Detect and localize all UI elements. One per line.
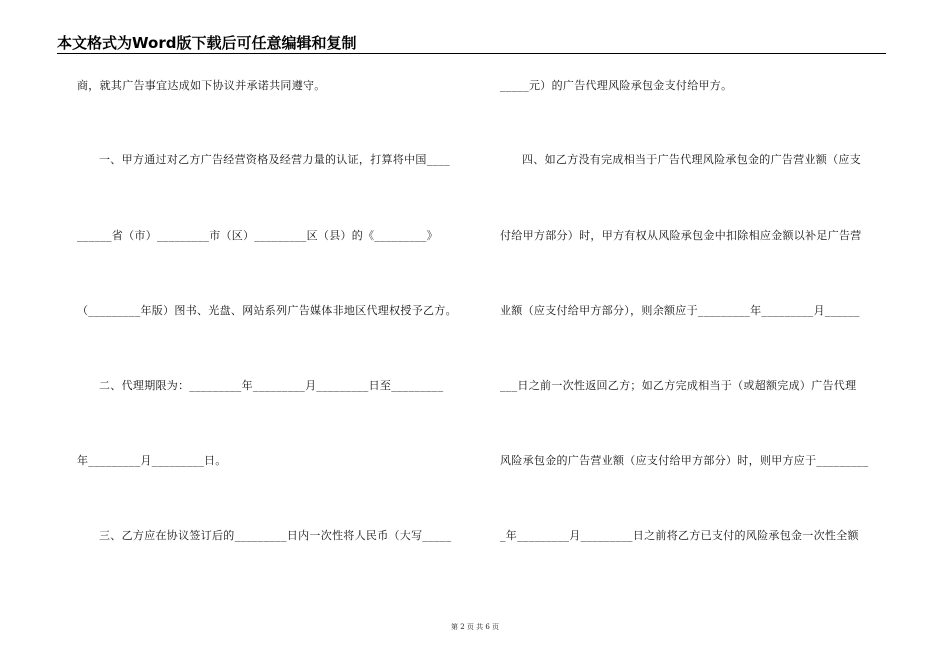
right-line-7: _年_________月_________日之前将乙方已支付的风险承包金一次性全额: [500, 529, 859, 542]
left-line-1: 商，就其广告事宜达成如下协议并承诺共同遵守。: [77, 79, 326, 92]
header-divider: [57, 53, 886, 54]
document-header-title: 本文格式为Word版下载后可任意编辑和复制: [57, 34, 357, 52]
left-line-2: 一、甲方通过对乙方广告经营资格及经营力量的认证，打算将中国____: [99, 153, 450, 166]
right-line-6: 风险承包金的广告营业额（应支付给甲方部分）时，则甲方应于_________: [500, 454, 869, 467]
right-line-2: 四、如乙方没有完成相当于广告代理风险承包金的广告营业额（应支: [522, 153, 861, 166]
left-line-5: 二、代理期限为：_________年_________月_________日至_________: [99, 379, 444, 392]
page-number-footer: 第 2 页 共 6 页: [450, 623, 500, 631]
left-line-7: 三、乙方应在协议签订后的_________日内一次性将人民币（大写_____: [99, 529, 452, 542]
left-line-4: （_________年版）图书、光盘、网站系列广告媒体非地区代理权授予乙方。: [77, 304, 457, 317]
right-line-5: ___日之前一次性返回乙方；如乙方完成相当于（或超额完成）广告代理: [500, 379, 857, 392]
right-line-3: 付给甲方部分）时，甲方有权从风险承包金中扣除相应金额以补足广告营: [500, 229, 862, 242]
left-line-6: 年_________月_________日。: [77, 454, 227, 467]
right-line-4: 业额（应支付给甲方部分），则余额应于_________年_________月______: [500, 304, 860, 317]
right-line-1: _____元）的广告代理风险承包金支付给甲方。: [500, 79, 733, 92]
left-line-3: ______省（市）_________市（区）_________区（县）的《_________》: [77, 229, 438, 242]
